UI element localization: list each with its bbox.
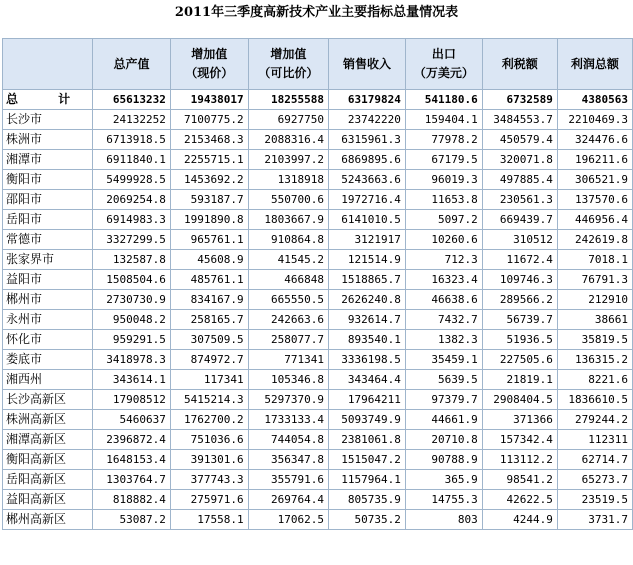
indicator-table	[2, 38, 633, 530]
table-cell: 910864.8	[248, 230, 328, 250]
table-cell: 669439.7	[482, 210, 557, 230]
table-cell: 2103997.2	[248, 150, 328, 170]
table-row	[3, 350, 633, 370]
table-cell: 279244.2	[557, 410, 632, 430]
table-cell: 117341	[170, 370, 248, 390]
table-cell: 365.9	[405, 470, 482, 490]
table-cell: 834167.9	[170, 290, 248, 310]
table-cell: 355791.6	[248, 470, 328, 490]
table-cell: 356347.8	[248, 450, 328, 470]
table-cell: 16323.4	[405, 270, 482, 290]
table-cell: 2381061.8	[329, 430, 406, 450]
table-row	[3, 110, 633, 130]
table-row	[3, 90, 633, 110]
table-cell: 98541.2	[482, 470, 557, 490]
table-cell: 67179.5	[405, 150, 482, 170]
table-cell: 818882.4	[93, 490, 171, 510]
table-cell: 446956.4	[557, 210, 632, 230]
table-cell: 6141010.5	[329, 210, 406, 230]
table-cell: 751036.6	[170, 430, 248, 450]
table-row	[3, 310, 633, 330]
table-cell: 2255715.1	[170, 150, 248, 170]
table-cell: 11653.8	[405, 190, 482, 210]
table-row	[3, 290, 633, 310]
table-cell: 35819.5	[557, 330, 632, 350]
table-cell: 63179824	[329, 90, 406, 110]
table-cell: 5460637	[93, 410, 171, 430]
row-label: 怀化市	[3, 330, 93, 350]
table-cell: 113112.2	[482, 450, 557, 470]
table-cell: 42622.5	[482, 490, 557, 510]
table-cell: 6911840.1	[93, 150, 171, 170]
table-cell: 4380563	[557, 90, 632, 110]
table-cell: 20710.8	[405, 430, 482, 450]
table-cell: 121514.9	[329, 250, 406, 270]
table-cell: 5093749.9	[329, 410, 406, 430]
table-cell: 1803667.9	[248, 210, 328, 230]
table-cell: 7432.7	[405, 310, 482, 330]
table-cell: 258165.7	[170, 310, 248, 330]
table-cell: 45608.9	[170, 250, 248, 270]
row-label: 株洲高新区	[3, 410, 93, 430]
table-row	[3, 250, 633, 270]
table-row	[3, 470, 633, 490]
row-label: 娄底市	[3, 350, 93, 370]
table-cell: 53087.2	[93, 510, 171, 530]
table-cell: 3484553.7	[482, 110, 557, 130]
table-cell: 5415214.3	[170, 390, 248, 410]
table-row	[3, 170, 633, 190]
table-cell: 5499928.5	[93, 170, 171, 190]
table-cell: 377743.3	[170, 470, 248, 490]
table-cell: 5243663.6	[329, 170, 406, 190]
row-label: 株洲市	[3, 130, 93, 150]
table-cell: 1157964.1	[329, 470, 406, 490]
table-cell: 105346.8	[248, 370, 328, 390]
table-cell: 230561.3	[482, 190, 557, 210]
table-cell: 1733133.4	[248, 410, 328, 430]
row-label: 湘潭市	[3, 150, 93, 170]
table-cell: 466848	[248, 270, 328, 290]
table-cell: 132587.8	[93, 250, 171, 270]
table-cell: 1303764.7	[93, 470, 171, 490]
table-row	[3, 230, 633, 250]
table-cell: 2210469.3	[557, 110, 632, 130]
table-row	[3, 150, 633, 170]
table-cell: 5639.5	[405, 370, 482, 390]
table-cell: 6927750	[248, 110, 328, 130]
row-label: 张家界市	[3, 250, 93, 270]
table-cell: 275971.6	[170, 490, 248, 510]
table-cell: 65613232	[93, 90, 171, 110]
table-cell: 541180.6	[405, 90, 482, 110]
table-cell: 1382.3	[405, 330, 482, 350]
row-label: 衡阳高新区	[3, 450, 93, 470]
table-cell: 771341	[248, 350, 328, 370]
table-cell: 159404.1	[405, 110, 482, 130]
table-cell: 3418978.3	[93, 350, 171, 370]
table-cell: 227505.6	[482, 350, 557, 370]
table-cell: 310512	[482, 230, 557, 250]
row-label: 湘西州	[3, 370, 93, 390]
table-cell: 744054.8	[248, 430, 328, 450]
table-cell: 593187.7	[170, 190, 248, 210]
table-cell: 712.3	[405, 250, 482, 270]
table-cell: 932614.7	[329, 310, 406, 330]
table-cell: 24132252	[93, 110, 171, 130]
row-label: 岳阳市	[3, 210, 93, 230]
row-label: 邵阳市	[3, 190, 93, 210]
table-cell: 3336198.5	[329, 350, 406, 370]
column-header: 销售收入	[329, 39, 406, 90]
table-cell: 17964211	[329, 390, 406, 410]
table-cell: 324476.6	[557, 130, 632, 150]
table-cell: 212910	[557, 290, 632, 310]
table-row	[3, 190, 633, 210]
table-cell: 805735.9	[329, 490, 406, 510]
table-cell: 14755.3	[405, 490, 482, 510]
table-cell: 4244.9	[482, 510, 557, 530]
table-cell: 893540.1	[329, 330, 406, 350]
table-cell: 51936.5	[482, 330, 557, 350]
table-cell: 18255588	[248, 90, 328, 110]
table-cell: 965761.1	[170, 230, 248, 250]
column-header: 增加值 （现价）	[170, 39, 248, 90]
table-row	[3, 390, 633, 410]
table-row	[3, 210, 633, 230]
table-row	[3, 410, 633, 430]
table-cell: 19438017	[170, 90, 248, 110]
table-cell: 371366	[482, 410, 557, 430]
table-cell: 497885.4	[482, 170, 557, 190]
table-cell: 1318918	[248, 170, 328, 190]
table-cell: 44661.9	[405, 410, 482, 430]
table-cell: 38661	[557, 310, 632, 330]
row-label: 郴州高新区	[3, 510, 93, 530]
table-cell: 7018.1	[557, 250, 632, 270]
table-cell: 1836610.5	[557, 390, 632, 410]
table-cell: 8221.6	[557, 370, 632, 390]
table-cell: 320071.8	[482, 150, 557, 170]
table-cell: 550700.6	[248, 190, 328, 210]
table-cell: 1991890.8	[170, 210, 248, 230]
table-cell: 2396872.4	[93, 430, 171, 450]
table-cell: 6732589	[482, 90, 557, 110]
table-cell: 3327299.5	[93, 230, 171, 250]
page-title: 2011年三季度高新技术产业主要指标总量情况表	[174, 5, 459, 20]
table-cell: 343464.4	[329, 370, 406, 390]
table-cell: 23742220	[329, 110, 406, 130]
table-row	[3, 490, 633, 510]
table-cell: 3731.7	[557, 510, 632, 530]
table-cell: 35459.1	[405, 350, 482, 370]
table-cell: 112311	[557, 430, 632, 450]
table-cell: 56739.7	[482, 310, 557, 330]
table-cell: 6713918.5	[93, 130, 171, 150]
table-cell: 289566.2	[482, 290, 557, 310]
table-cell: 959291.5	[93, 330, 171, 350]
table-cell: 77978.2	[405, 130, 482, 150]
table-row	[3, 270, 633, 290]
table-cell: 485761.1	[170, 270, 248, 290]
table-cell: 1453692.2	[170, 170, 248, 190]
table-cell: 109746.3	[482, 270, 557, 290]
table-cell: 17908512	[93, 390, 171, 410]
table-cell: 5297370.9	[248, 390, 328, 410]
table-row	[3, 430, 633, 450]
table-cell: 2730730.9	[93, 290, 171, 310]
table-cell: 2153468.3	[170, 130, 248, 150]
table-cell: 46638.6	[405, 290, 482, 310]
row-label: 郴州市	[3, 290, 93, 310]
table-cell: 65273.7	[557, 470, 632, 490]
table-cell: 2626240.8	[329, 290, 406, 310]
table-cell: 23519.5	[557, 490, 632, 510]
row-label: 常德市	[3, 230, 93, 250]
column-header	[3, 39, 93, 90]
row-label: 总 计	[3, 90, 93, 110]
table-cell: 11672.4	[482, 250, 557, 270]
row-label: 岳阳高新区	[3, 470, 93, 490]
table-cell: 391301.6	[170, 450, 248, 470]
column-header: 增加值 （可比价）	[248, 39, 328, 90]
table-cell: 874972.7	[170, 350, 248, 370]
table-body	[3, 90, 633, 530]
row-label: 益阳市	[3, 270, 93, 290]
row-label: 衡阳市	[3, 170, 93, 190]
table-cell: 7100775.2	[170, 110, 248, 130]
table-cell: 242619.8	[557, 230, 632, 250]
table-cell: 17062.5	[248, 510, 328, 530]
table-cell: 6869895.6	[329, 150, 406, 170]
table-cell: 450579.4	[482, 130, 557, 150]
table-cell: 1518865.7	[329, 270, 406, 290]
table-cell: 950048.2	[93, 310, 171, 330]
table-cell: 21819.1	[482, 370, 557, 390]
table-cell: 343614.1	[93, 370, 171, 390]
column-header: 利润总额	[557, 39, 632, 90]
table-row	[3, 370, 633, 390]
table-row	[3, 330, 633, 350]
table-cell: 1648153.4	[93, 450, 171, 470]
table-cell: 97379.7	[405, 390, 482, 410]
table-cell: 258077.7	[248, 330, 328, 350]
table-cell: 1515047.2	[329, 450, 406, 470]
table-cell: 136315.2	[557, 350, 632, 370]
table-cell: 2908404.5	[482, 390, 557, 410]
table-cell: 2069254.8	[93, 190, 171, 210]
column-header: 出口 （万美元）	[405, 39, 482, 90]
table-cell: 665550.5	[248, 290, 328, 310]
table-cell: 96019.3	[405, 170, 482, 190]
table-cell: 307509.5	[170, 330, 248, 350]
table-cell: 90788.9	[405, 450, 482, 470]
row-label: 永州市	[3, 310, 93, 330]
row-label: 长沙市	[3, 110, 93, 130]
row-label: 益阳高新区	[3, 490, 93, 510]
table-cell: 1508504.6	[93, 270, 171, 290]
table-cell: 157342.4	[482, 430, 557, 450]
table-cell: 137570.6	[557, 190, 632, 210]
table-cell: 50735.2	[329, 510, 406, 530]
table-cell: 269764.4	[248, 490, 328, 510]
column-header: 利税额	[482, 39, 557, 90]
table-cell: 196211.6	[557, 150, 632, 170]
table-cell: 17558.1	[170, 510, 248, 530]
table-cell: 62714.7	[557, 450, 632, 470]
table-cell: 2088316.4	[248, 130, 328, 150]
table-cell: 41545.2	[248, 250, 328, 270]
table-row	[3, 450, 633, 470]
table-row	[3, 130, 633, 150]
column-header: 总产值	[93, 39, 171, 90]
table-row	[3, 510, 633, 530]
table-cell: 242663.6	[248, 310, 328, 330]
table-cell: 6315961.3	[329, 130, 406, 150]
table-cell: 76791.3	[557, 270, 632, 290]
table-cell: 306521.9	[557, 170, 632, 190]
table-cell: 5097.2	[405, 210, 482, 230]
row-label: 长沙高新区	[3, 390, 93, 410]
table-cell: 1762700.2	[170, 410, 248, 430]
table-cell: 1972716.4	[329, 190, 406, 210]
row-label: 湘潭高新区	[3, 430, 93, 450]
header-row	[3, 39, 633, 90]
table-cell: 6914983.3	[93, 210, 171, 230]
table-cell: 803	[405, 510, 482, 530]
table-cell: 3121917	[329, 230, 406, 250]
table-cell: 10260.6	[405, 230, 482, 250]
